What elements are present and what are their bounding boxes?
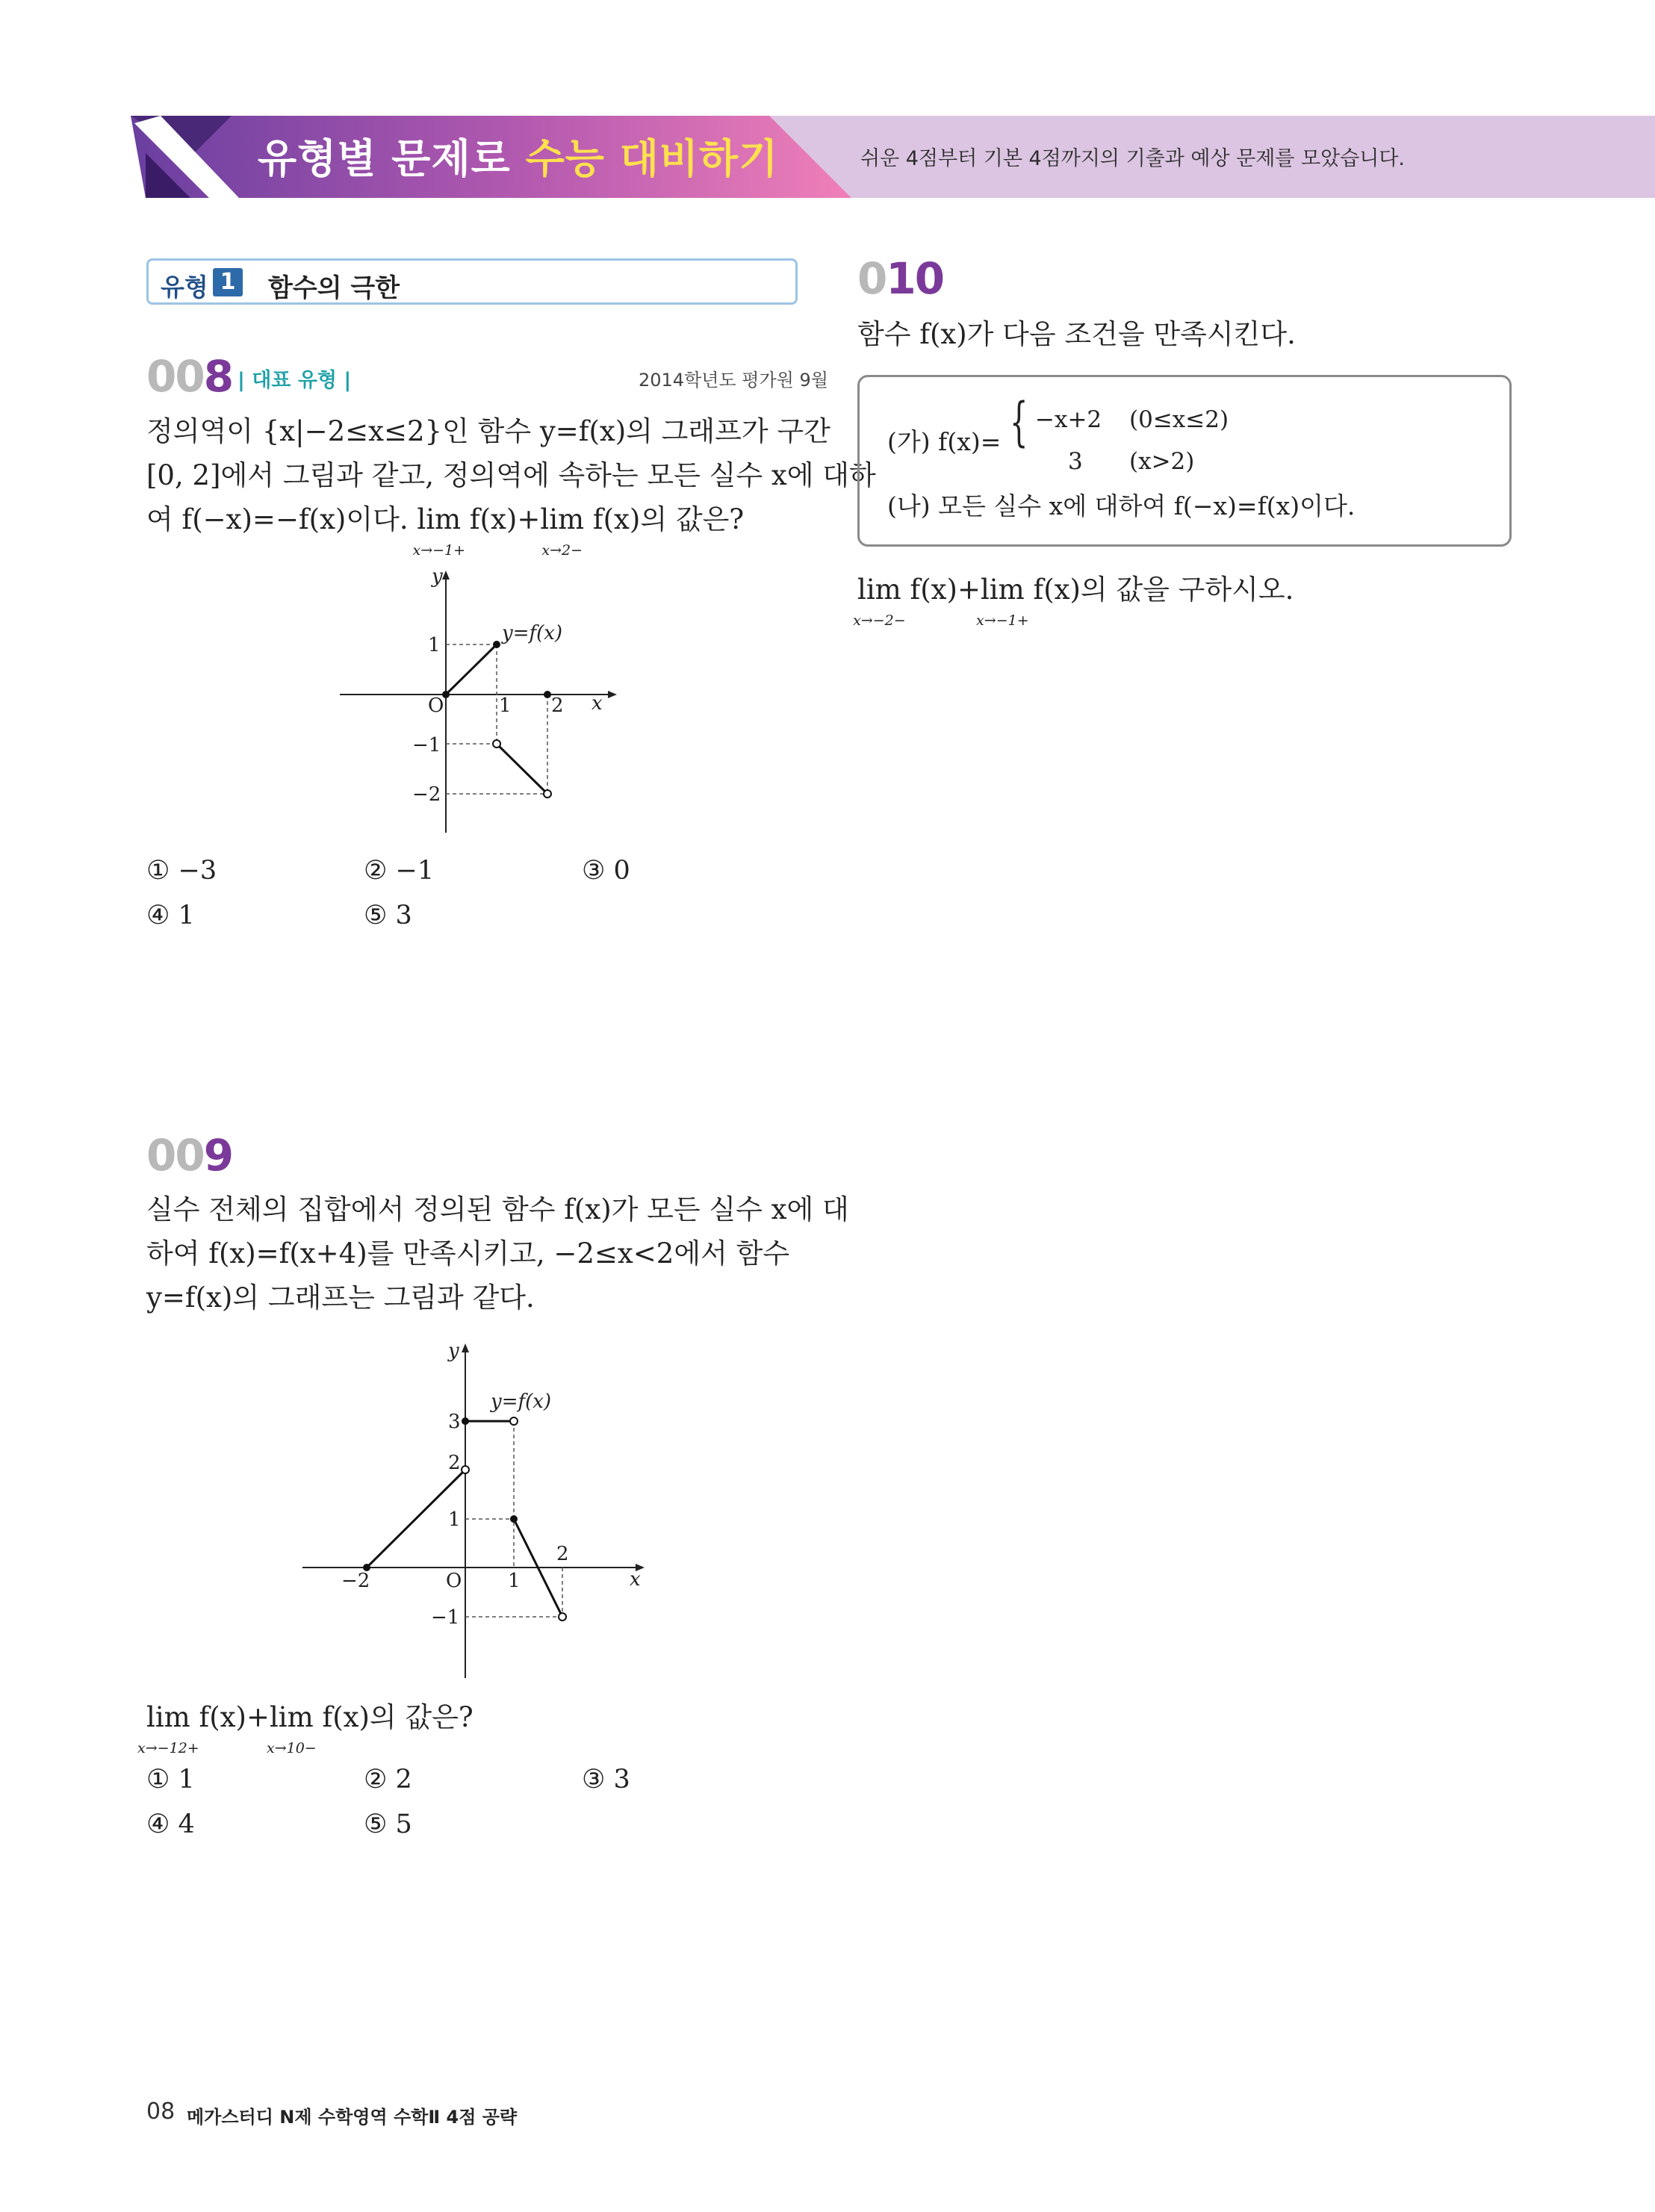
tick-xm2: −2 xyxy=(341,1570,370,1592)
y-axis-label: y xyxy=(432,565,443,588)
problem-number-010: 010 xyxy=(857,253,944,304)
condition-a-case1: −x+2 xyxy=(1035,406,1102,433)
choice-008-4[interactable]: ④ 1 xyxy=(146,901,195,931)
tick-y2: 2 xyxy=(448,1452,461,1474)
tick-ym1: −1 xyxy=(431,1606,460,1629)
page-title: 유형별 문제로 수능 대비하기 xyxy=(258,135,779,182)
segment-1-2 xyxy=(497,744,547,794)
problem-008-line2: [0, 2]에서 그림과 같고, 정의역에 속하는 모든 실수 x에 대하 xyxy=(146,459,876,491)
graph-009 xyxy=(295,1333,653,1684)
choice-009-4[interactable]: ④ 4 xyxy=(146,1809,195,1839)
open-point-0-2 xyxy=(462,1466,469,1473)
problem-009-question: lim x→−12+ f(x)+lim x→10− f(x)의 값은? xyxy=(137,1701,473,1756)
tick-x2: 2 xyxy=(556,1543,569,1565)
problem-010-intro: 함수 f(x)가 다음 조건을 만족시킨다. xyxy=(857,318,1296,350)
choice-008-5[interactable]: ⑤ 3 xyxy=(364,901,412,931)
curve-label: y=f(x) xyxy=(491,1391,552,1413)
origin-label: O xyxy=(446,1570,462,1592)
tick-x1: 1 xyxy=(508,1570,521,1592)
tick-x2: 2 xyxy=(551,695,564,717)
tick-ym1: −1 xyxy=(412,734,441,757)
choice-008-1[interactable]: ① −3 xyxy=(146,856,217,886)
type-title: 함수의 극한 xyxy=(268,273,400,303)
header-banner xyxy=(0,0,1655,224)
problem-number-008: 008 xyxy=(146,351,233,402)
type-header xyxy=(146,258,798,305)
tick-y1: 1 xyxy=(448,1509,461,1531)
choice-009-1[interactable]: ① 1 xyxy=(146,1765,195,1795)
tick-ym2: −2 xyxy=(412,783,441,806)
x-axis-label: x xyxy=(591,692,603,715)
condition-a-case2-domain: (x>2) xyxy=(1129,448,1195,475)
choice-009-3[interactable]: ③ 3 xyxy=(582,1765,630,1795)
problem-009-line2: 하여 f(x)=f(x+4)를 만족시키고, −2≤x<2에서 함수 xyxy=(146,1237,790,1270)
type-label: 유형 xyxy=(161,273,208,302)
point-2-0 xyxy=(544,691,551,698)
problem-008-line3: 여 f(−x)=−f(x)이다. lim x→−1+ f(x)+lim x→2− f(x)의 값은? xyxy=(146,503,745,559)
open-point-2-m2 xyxy=(544,790,551,798)
page-number: 08 xyxy=(146,2098,176,2125)
representative-type-tag: | 대표 유형 | xyxy=(237,369,352,392)
tick-y1: 1 xyxy=(428,634,441,656)
graph-008 xyxy=(329,560,627,836)
open-point-2-m1 xyxy=(559,1613,566,1621)
tick-y3: 3 xyxy=(448,1411,461,1433)
problem-010-question: lim x→−2− f(x)+lim x→−1+ f(x)의 값을 구하시오. xyxy=(853,574,1294,629)
problem-number-009: 009 xyxy=(146,1130,233,1181)
condition-a-case1-domain: (0≤x≤2) xyxy=(1129,406,1229,433)
condition-a-label: (가) f(x)= xyxy=(887,427,1002,456)
choice-008-3[interactable]: ③ 0 xyxy=(582,856,630,886)
choice-008-2[interactable]: ② −1 xyxy=(364,856,435,886)
y-axis-label: y xyxy=(448,1340,459,1362)
condition-a-case2: 3 xyxy=(1068,448,1083,475)
choice-009-2[interactable]: ② 2 xyxy=(364,1765,412,1795)
segment-0-1 xyxy=(446,644,497,695)
point-1-1 xyxy=(493,641,500,648)
choice-009-5[interactable]: ⑤ 5 xyxy=(364,1809,412,1839)
curve-label: y=f(x) xyxy=(502,622,563,644)
problem-009-line3: y=f(x)의 그래프는 그림과 같다. xyxy=(146,1281,535,1314)
type-number-badge: 1 xyxy=(213,268,243,296)
book-title: 메가스터디 N제 수학영역 수학Ⅱ 4점 공략 xyxy=(187,2107,518,2128)
piecewise-brace: { xyxy=(1010,391,1028,453)
problem-009-line1: 실수 전체의 집합에서 정의된 함수 f(x)가 모든 실수 x에 대 xyxy=(146,1193,849,1225)
condition-b: (나) 모든 실수 x에 대하여 f(−x)=f(x)이다. xyxy=(887,491,1356,521)
x-axis-label: x xyxy=(630,1568,641,1591)
tick-x1: 1 xyxy=(499,695,512,717)
origin-label: O xyxy=(428,695,444,717)
problem-source: 2014학년도 평가원 9월 xyxy=(639,370,828,391)
open-point-1-m1 xyxy=(493,740,500,748)
problem-008-line1: 정의역이 {x|−2≤x≤2}인 함수 y=f(x)의 그래프가 구간 xyxy=(146,415,830,447)
open-point-1-3 xyxy=(510,1417,518,1425)
page-subtitle: 쉬운 4점부터 기본 4점까지의 기출과 예상 문제를 모았습니다. xyxy=(860,147,1405,170)
point-0-3 xyxy=(462,1417,469,1425)
point-1-1 xyxy=(510,1515,518,1523)
